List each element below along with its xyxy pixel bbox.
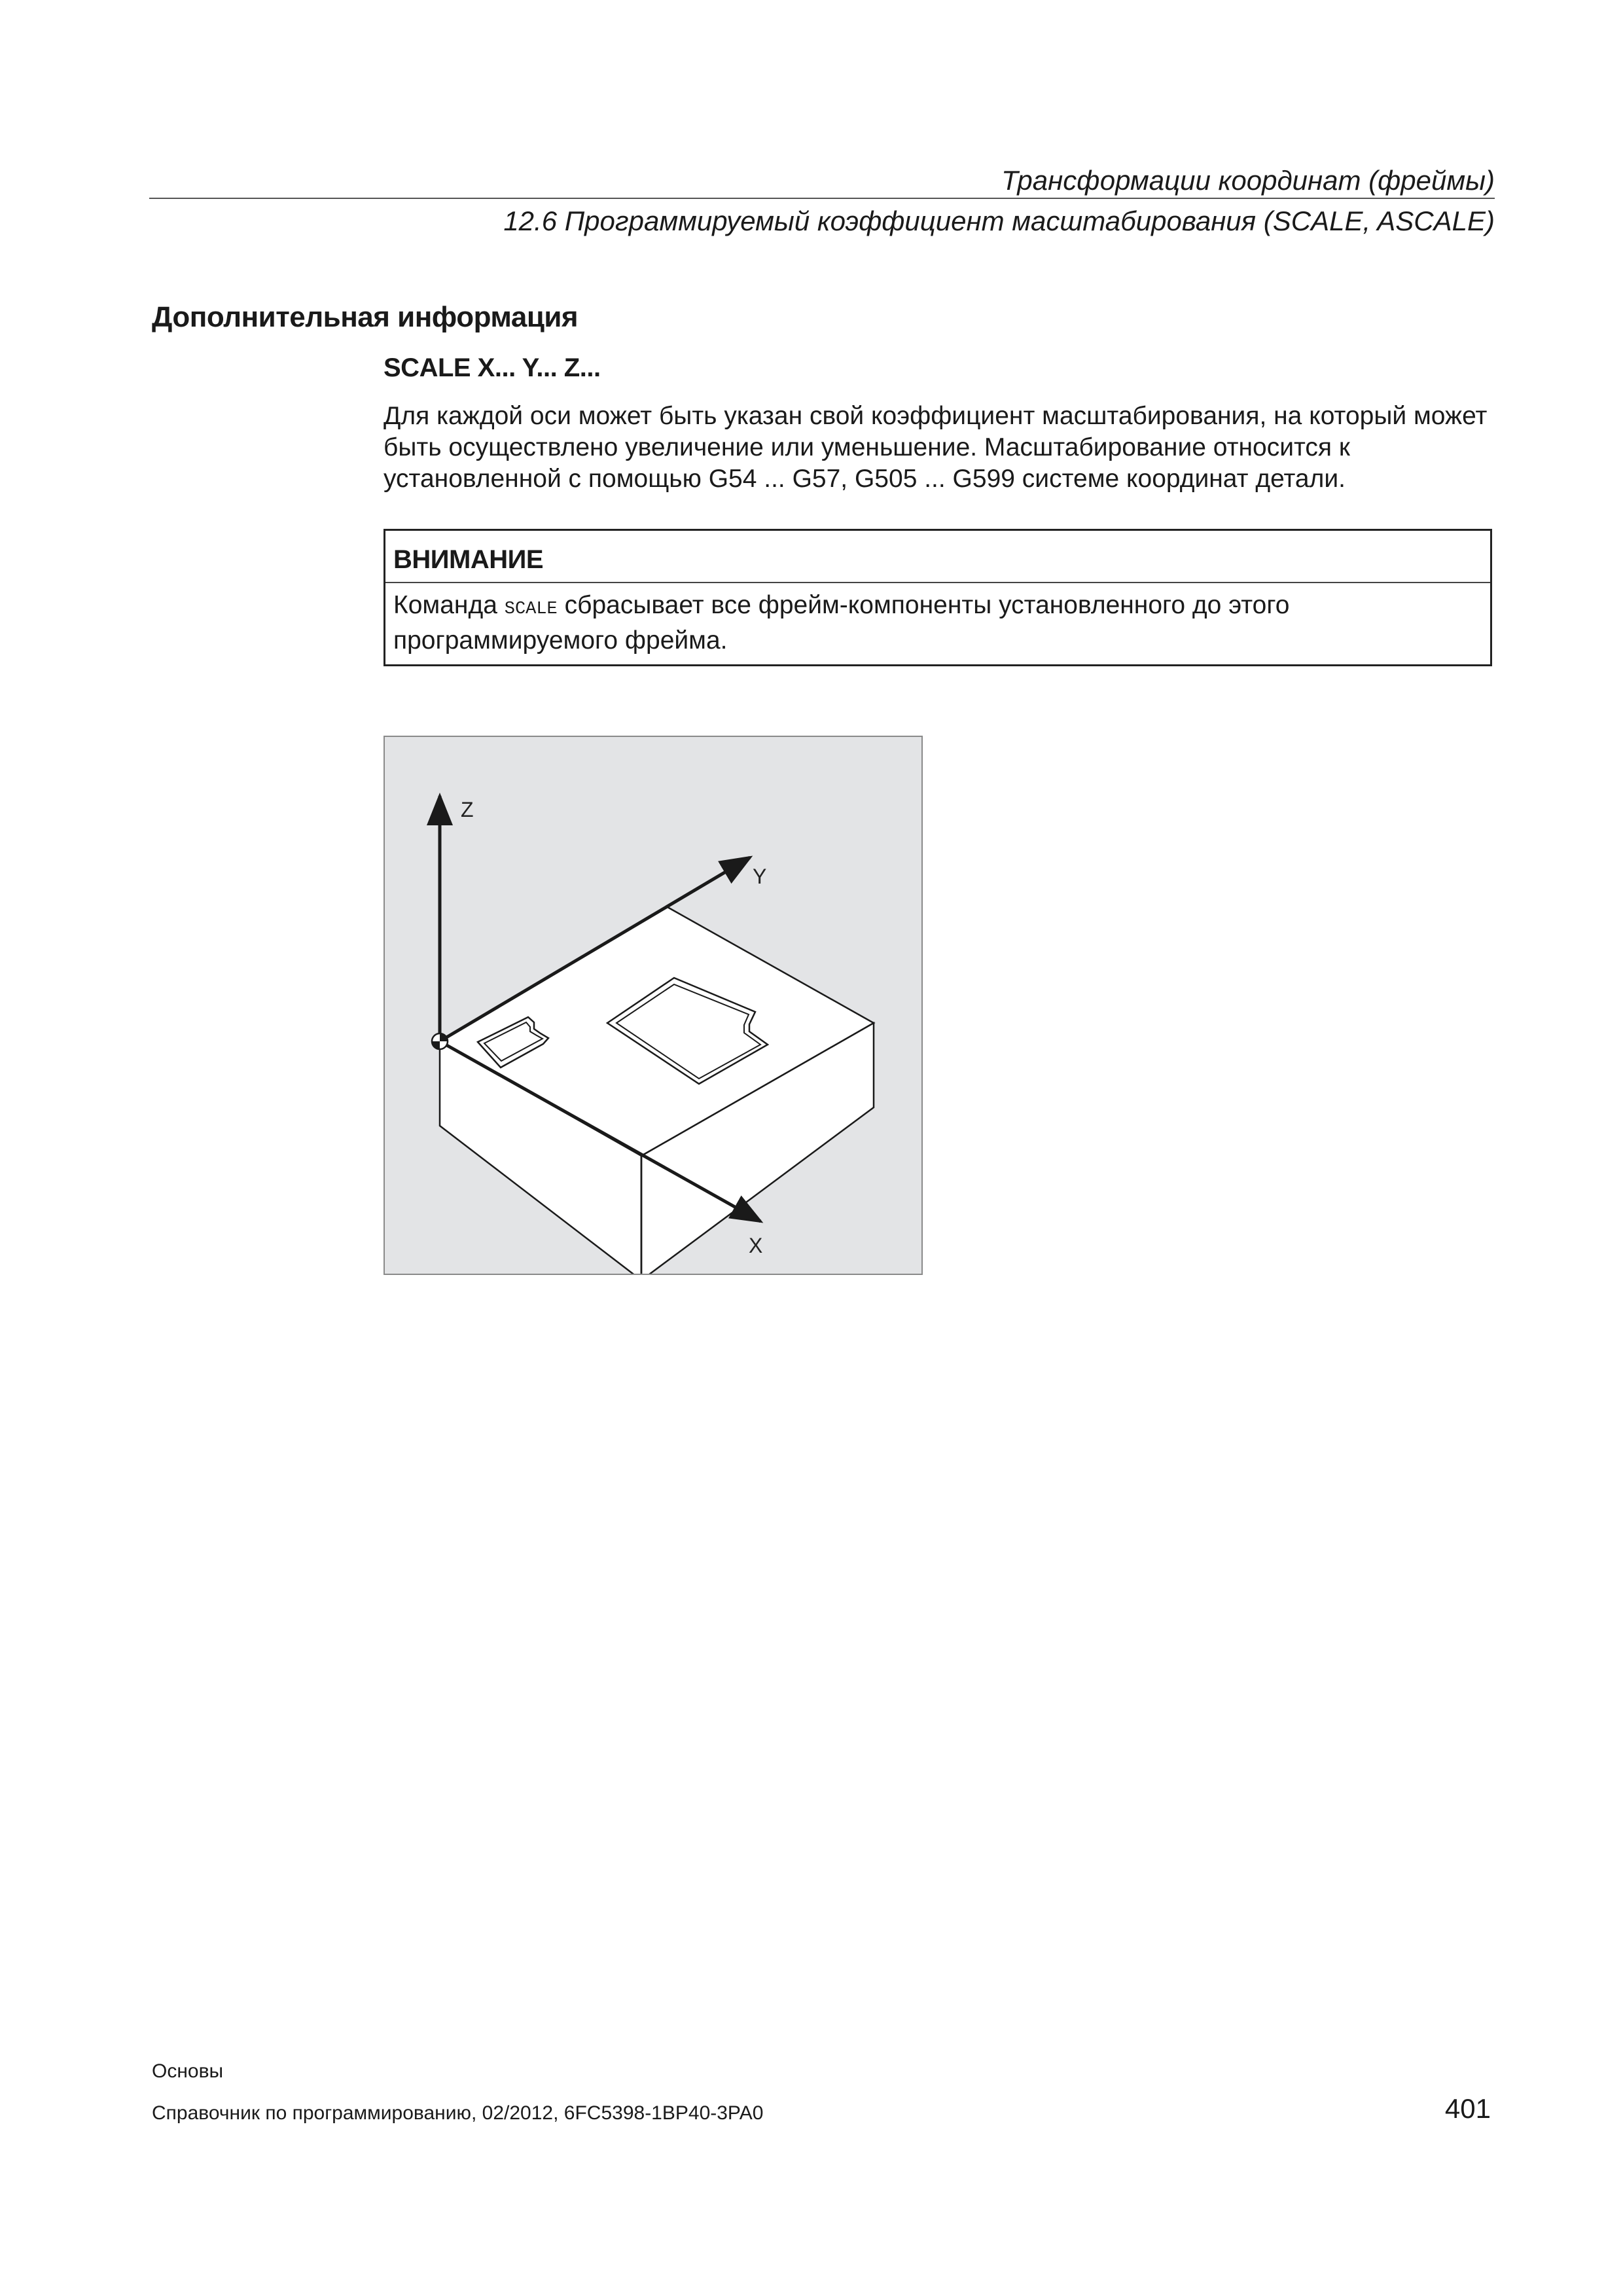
notice-body	[385, 583, 1490, 664]
footer-reference: Справочник по программированию, 02/2012, 6FC5398-1BP40-3PA0	[152, 2102, 764, 2124]
notice-box	[383, 529, 1492, 666]
y-axis-label: Y	[753, 865, 767, 888]
notice-text-after: сбрасывает все фрейм-компоненты установленного до этого программируемого фрейма.	[393, 591, 1290, 655]
origin-symbol	[432, 1033, 448, 1049]
figure-panel	[383, 736, 923, 1275]
header-section-title: 12.6 Программируемый коэффициент масштабирования (SCALE, ASCALE)	[503, 206, 1495, 236]
section-heading: Дополнительная информация	[152, 301, 579, 333]
z-axis-label: Z	[461, 798, 474, 821]
notice-text-before: Команда	[393, 591, 497, 619]
header-divider	[149, 198, 1495, 199]
x-axis-label: X	[749, 1234, 763, 1257]
notice-title: ВНИМАНИЕ	[385, 531, 1490, 583]
page-number: 401	[1444, 2093, 1491, 2124]
footer-document-title: Основы	[152, 2060, 224, 2082]
notice-code: SCALE	[504, 600, 558, 619]
header-chapter-title: Трансформации координат (фреймы)	[1001, 165, 1495, 196]
workpiece-diagram	[385, 737, 921, 1274]
description-paragraph: Для каждой оси может быть указан свой коэффициент масштабирования, на который может быть осуществлено увеличение или уменьшение. Масштабирование относится к установленной с помощью G54 ... G57, G505 ... G599 системе координат детали.	[383, 402, 1488, 493]
syntax-line: SCALE X... Y... Z...	[383, 353, 601, 382]
